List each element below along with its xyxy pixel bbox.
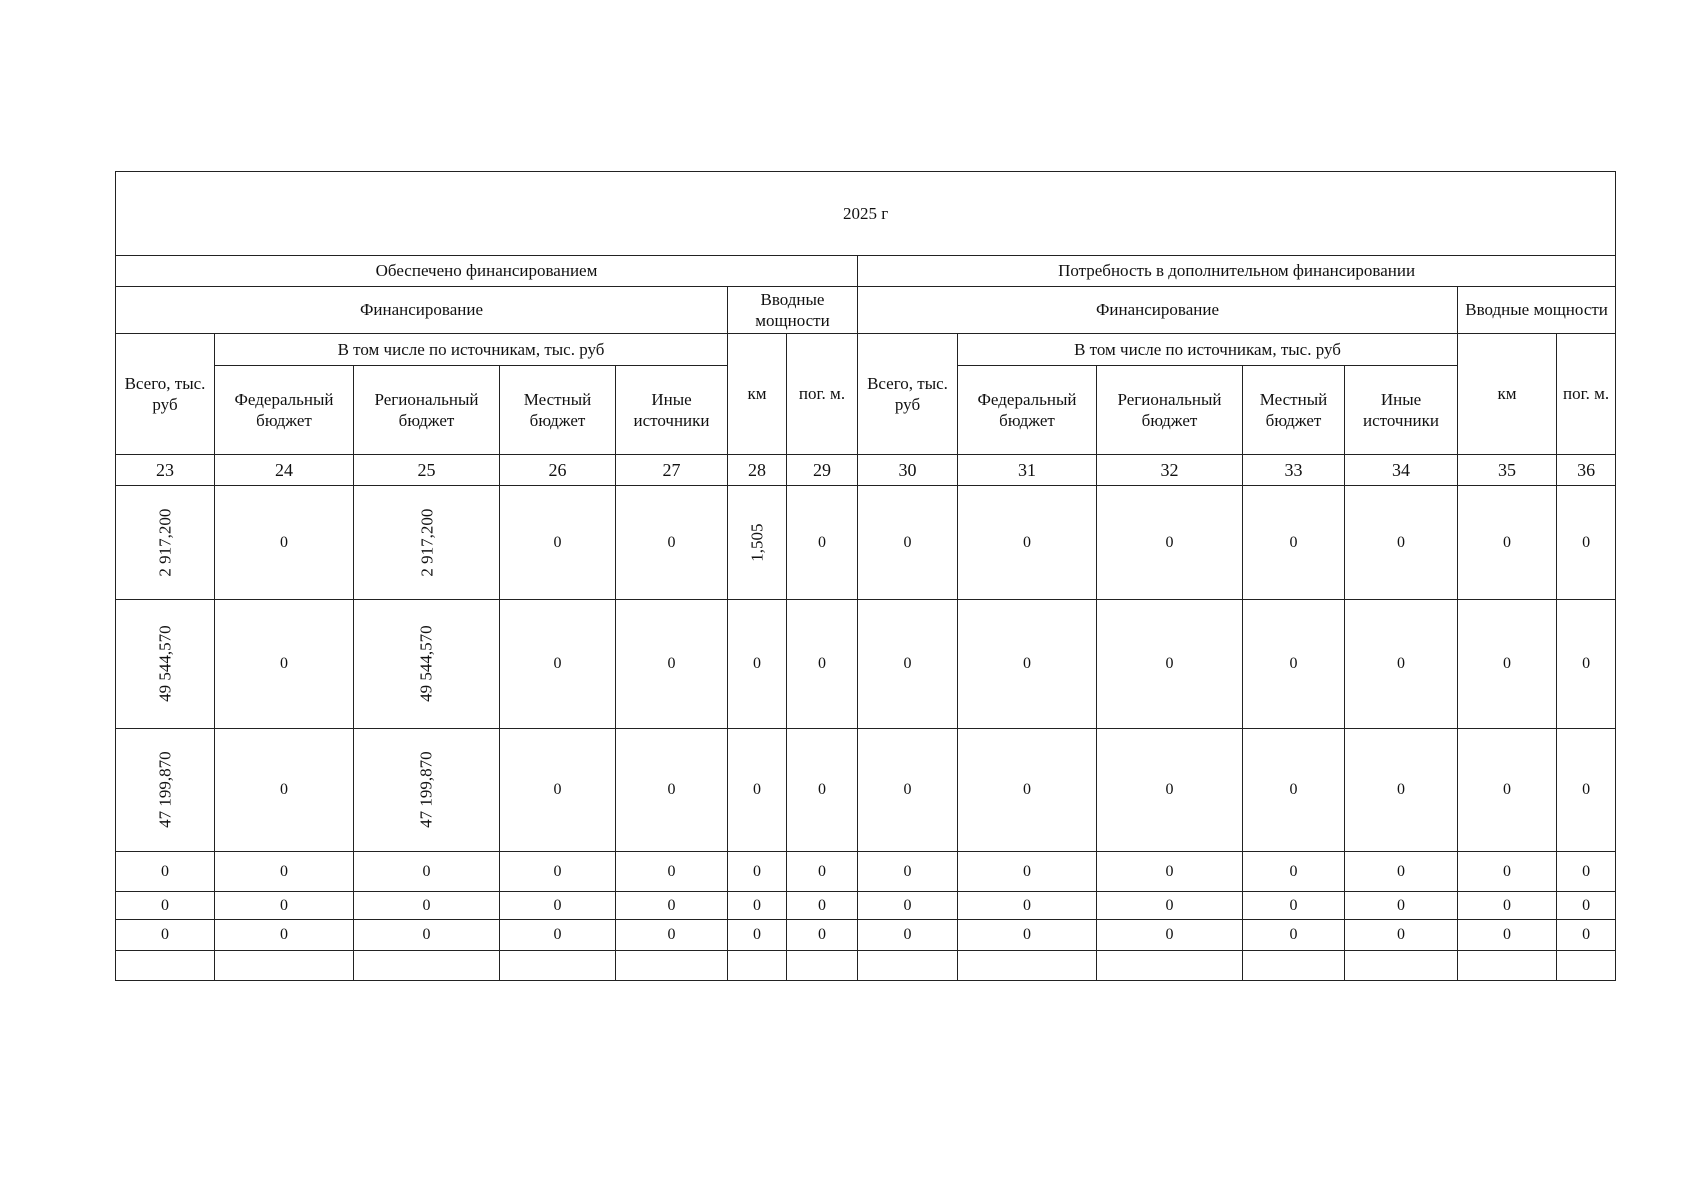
table-cell: 0 xyxy=(1557,852,1616,892)
table-cell: 0 xyxy=(1345,852,1458,892)
table-cell xyxy=(354,951,500,981)
column-number: 23 xyxy=(116,455,215,486)
table-cell: 0 xyxy=(1458,729,1557,852)
table-cell: 0 xyxy=(787,486,858,600)
column-number: 26 xyxy=(500,455,616,486)
pog-m-header-needed: пог. м. xyxy=(1557,334,1616,455)
table-cell: 0 xyxy=(1557,600,1616,729)
table-cell: 0 xyxy=(500,600,616,729)
table-cell: 0 xyxy=(958,600,1097,729)
table-cell: 0 xyxy=(1557,892,1616,920)
table-cell: 2 917,200 xyxy=(116,486,215,600)
table-cell: 2 917,200 xyxy=(354,486,500,600)
by-sources-header-secured: В том числе по источникам, тыс. руб xyxy=(215,334,728,366)
table-cell xyxy=(728,951,787,981)
table-cell xyxy=(858,951,958,981)
table-cell: 0 xyxy=(1557,920,1616,951)
table-cell: 0 xyxy=(616,852,728,892)
table-cell: 0 xyxy=(1243,600,1345,729)
table-cell: 0 xyxy=(858,600,958,729)
other-header-secured: Иные источники xyxy=(616,366,728,455)
table-cell: 0 xyxy=(1097,486,1243,600)
table-cell: 49 544,570 xyxy=(116,600,215,729)
table-cell: 0 xyxy=(215,729,354,852)
table-cell: 0 xyxy=(958,729,1097,852)
local-header-secured: Местный бюджет xyxy=(500,366,616,455)
table-cell: 0 xyxy=(1458,920,1557,951)
table-cell: 0 xyxy=(1243,729,1345,852)
table-row xyxy=(116,892,1616,920)
capacity-header-needed: Вводные мощности xyxy=(1458,287,1616,334)
regional-header-needed: Региональный бюджет xyxy=(1097,366,1243,455)
column-number: 29 xyxy=(787,455,858,486)
table-cell: 0 xyxy=(1345,892,1458,920)
table-cell: 0 xyxy=(1097,729,1243,852)
table-cell: 0 xyxy=(1243,852,1345,892)
table-cell: 0 xyxy=(728,852,787,892)
regional-header-secured: Региональный бюджет xyxy=(354,366,500,455)
table-cell: 0 xyxy=(858,486,958,600)
table-cell: 0 xyxy=(858,892,958,920)
financing-header-needed: Финансирование xyxy=(858,287,1458,334)
financing-header-secured: Финансирование xyxy=(116,287,728,334)
table-cell: 0 xyxy=(616,729,728,852)
table-cell: 47 199,870 xyxy=(354,729,500,852)
column-number: 27 xyxy=(616,455,728,486)
table-cell: 0 xyxy=(616,892,728,920)
financing-table xyxy=(115,171,1616,981)
column-number: 36 xyxy=(1557,455,1616,486)
capacity-header-secured: Вводные мощности xyxy=(728,287,858,334)
table-cell: 0 xyxy=(1097,920,1243,951)
federal-header-needed: Федеральный бюджет xyxy=(958,366,1097,455)
year-title: 2025 г xyxy=(842,203,889,223)
table-cell: 0 xyxy=(1097,600,1243,729)
column-number: 33 xyxy=(1243,455,1345,486)
table-cell: 0 xyxy=(1557,729,1616,852)
table-cell xyxy=(787,951,858,981)
column-number: 28 xyxy=(728,455,787,486)
table-cell: 0 xyxy=(958,920,1097,951)
table-cell: 0 xyxy=(215,486,354,600)
table-cell: 0 xyxy=(728,920,787,951)
table-cell: 0 xyxy=(1458,600,1557,729)
table-cell: 0 xyxy=(728,892,787,920)
table-cell: 0 xyxy=(116,920,215,951)
table-cell: 0 xyxy=(787,920,858,951)
column-number: 31 xyxy=(958,455,1097,486)
table-cell: 0 xyxy=(1243,892,1345,920)
by-sources-header-needed: В том числе по источникам, тыс. руб xyxy=(958,334,1458,366)
table-cell: 0 xyxy=(958,852,1097,892)
table-cell: 0 xyxy=(500,892,616,920)
table-cell: 0 xyxy=(858,729,958,852)
table-row xyxy=(116,486,1616,600)
table-cell: 0 xyxy=(215,892,354,920)
table-cell: 0 xyxy=(1345,486,1458,600)
other-header-needed: Иные источники xyxy=(1345,366,1458,455)
table-row xyxy=(116,729,1616,852)
table-cell: 0 xyxy=(500,852,616,892)
table-cell: 0 xyxy=(1458,892,1557,920)
table-cell: 0 xyxy=(500,729,616,852)
table-cell: 0 xyxy=(1345,920,1458,951)
table-cell: 0 xyxy=(500,920,616,951)
section-secured-header: Обеспечено финансированием xyxy=(116,256,858,287)
table-cell: 0 xyxy=(616,920,728,951)
total-header-secured: Всего, тыс. руб xyxy=(116,334,215,455)
table-cell: 0 xyxy=(1458,486,1557,600)
table-cell: 0 xyxy=(958,892,1097,920)
year-title-cell xyxy=(116,172,1616,256)
table-cell: 1,505 xyxy=(728,486,787,600)
table-cell xyxy=(1458,951,1557,981)
table-cell: 0 xyxy=(1557,486,1616,600)
table-cell: 47 199,870 xyxy=(116,729,215,852)
table-row xyxy=(116,600,1616,729)
table-cell: 0 xyxy=(1345,600,1458,729)
table-cell xyxy=(958,951,1097,981)
table-cell: 0 xyxy=(728,600,787,729)
table-cell: 0 xyxy=(1097,852,1243,892)
table-cell xyxy=(1557,951,1616,981)
column-number: 32 xyxy=(1097,455,1243,486)
table-cell: 49 544,570 xyxy=(354,600,500,729)
federal-header-secured: Федеральный бюджет xyxy=(215,366,354,455)
table-cell: 0 xyxy=(728,729,787,852)
table-cell xyxy=(1243,951,1345,981)
table-cell: 0 xyxy=(1243,920,1345,951)
column-number: 25 xyxy=(354,455,500,486)
section-needed-header: Потребность в дополнительном финансировании xyxy=(858,256,1616,287)
table-cell xyxy=(500,951,616,981)
table-cell: 0 xyxy=(787,892,858,920)
table-cell xyxy=(1345,951,1458,981)
table-cell: 0 xyxy=(787,600,858,729)
pog-m-header-secured: пог. м. xyxy=(787,334,858,455)
table-cell: 0 xyxy=(116,892,215,920)
column-number: 30 xyxy=(858,455,958,486)
table-row xyxy=(116,951,1616,981)
table-cell: 0 xyxy=(616,600,728,729)
table-row xyxy=(116,920,1616,951)
table-cell: 0 xyxy=(787,852,858,892)
table-cell: 0 xyxy=(116,852,215,892)
table-cell: 0 xyxy=(215,920,354,951)
table-cell: 0 xyxy=(858,920,958,951)
table-cell: 0 xyxy=(1097,892,1243,920)
column-number-row xyxy=(116,455,1616,486)
column-number: 34 xyxy=(1345,455,1458,486)
financing-table-sheet xyxy=(115,171,1615,981)
table-cell xyxy=(215,951,354,981)
table-cell: 0 xyxy=(354,920,500,951)
table-row xyxy=(116,852,1616,892)
table-cell xyxy=(616,951,728,981)
table-cell: 0 xyxy=(616,486,728,600)
table-cell: 0 xyxy=(1345,729,1458,852)
table-cell: 0 xyxy=(787,729,858,852)
table-cell: 0 xyxy=(1243,486,1345,600)
column-number: 24 xyxy=(215,455,354,486)
table-cell xyxy=(116,951,215,981)
table-cell: 0 xyxy=(215,600,354,729)
table-cell xyxy=(1097,951,1243,981)
table-cell: 0 xyxy=(215,852,354,892)
table-cell: 0 xyxy=(958,486,1097,600)
table-cell: 0 xyxy=(500,486,616,600)
table-cell: 0 xyxy=(858,852,958,892)
km-header-secured: км xyxy=(728,334,787,455)
table-cell: 0 xyxy=(354,892,500,920)
table-cell: 0 xyxy=(354,852,500,892)
local-header-needed: Местный бюджет xyxy=(1243,366,1345,455)
total-header-needed: Всего, тыс. руб xyxy=(858,334,958,455)
km-header-needed: км xyxy=(1458,334,1557,455)
table-cell: 0 xyxy=(1458,852,1557,892)
column-number: 35 xyxy=(1458,455,1557,486)
